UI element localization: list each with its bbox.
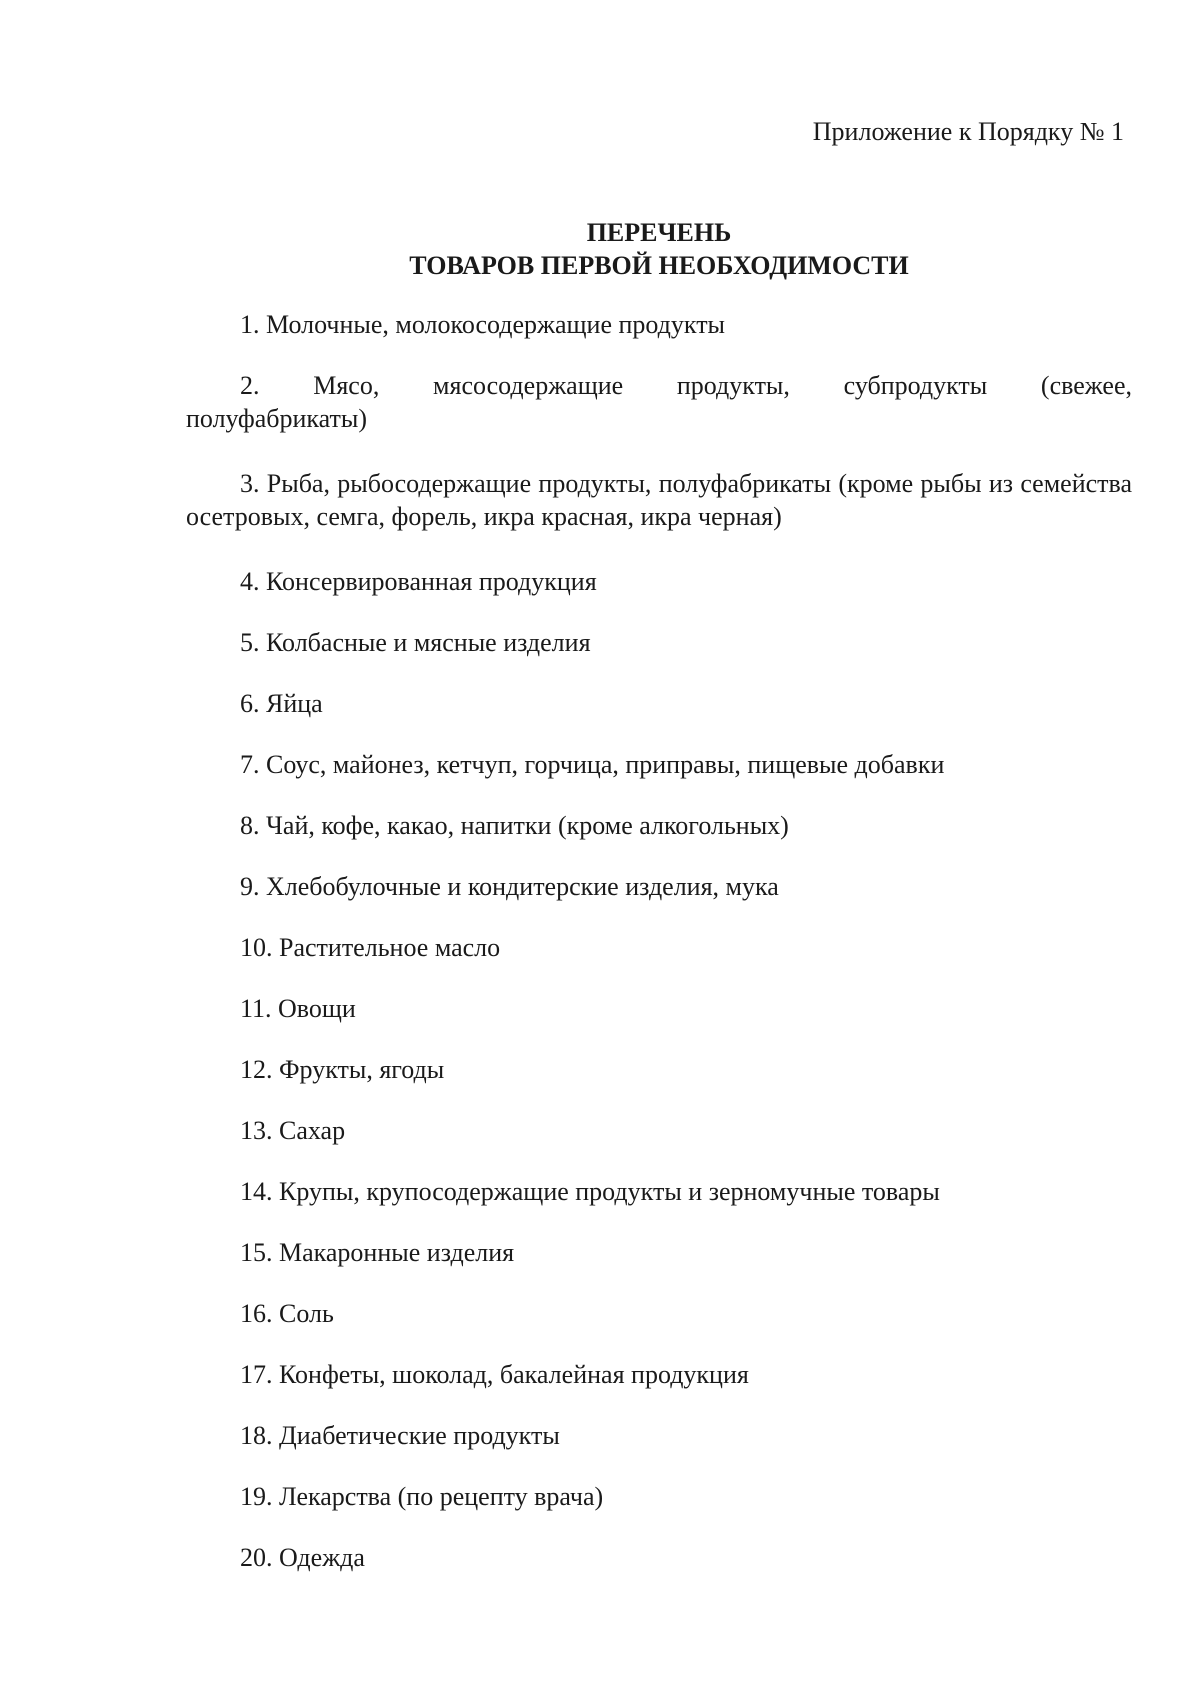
list-item-17: 17. Конфеты, шоколад, бакалейная продукция xyxy=(240,1360,749,1389)
list-item-5: 5. Колбасные и мясные изделия xyxy=(240,628,591,657)
list-item-11: 11. Овощи xyxy=(240,994,356,1023)
list-item-4: 4. Консервированная продукция xyxy=(240,567,597,596)
list-item-6: 6. Яйца xyxy=(240,689,323,718)
list-item-12: 12. Фрукты, ягоды xyxy=(240,1055,445,1084)
list-item-1: 1. Молочные, молокосодержащие продукты xyxy=(240,310,726,339)
list-item-13: 13. Сахар xyxy=(240,1116,346,1145)
list-item-7: 7. Соус, майонез, кетчуп, горчица, приправы, пищевые добавки xyxy=(240,750,945,779)
list-item-16: 16. Соль xyxy=(240,1299,334,1328)
list-item-20: 20. Одежда xyxy=(240,1543,365,1572)
document-title xyxy=(160,216,1158,282)
list-item-2 xyxy=(186,369,1132,435)
list-item-19: 19. Лекарства (по рецепту врача) xyxy=(240,1482,604,1511)
list-item-15: 15. Макаронные изделия xyxy=(240,1238,515,1267)
list-item-2-line-2: полуфабрикаты) xyxy=(186,404,368,433)
title-line-2: ТОВАРОВ ПЕРВОЙ НЕОБХОДИМОСТИ xyxy=(409,251,909,280)
list-item-2-line-1: 2. Мясо, мясосодержащие продукты, субпродукты (свежее, xyxy=(240,371,1132,400)
list-item-8: 8. Чай, кофе, какао, напитки (кроме алкогольных) xyxy=(240,811,789,840)
list-item-14: 14. Крупы, крупосодержащие продукты и зерномучные товары xyxy=(240,1177,940,1206)
list-item-10: 10. Растительное масло xyxy=(240,933,501,962)
list-item-9: 9. Хлебобулочные и кондитерские изделия, мука xyxy=(240,872,779,901)
list-item-3: 3. Рыба, рыбосодержащие продукты, полуфабрикаты (кроме рыбы из семейства осетровых, семга, форель, икра красная, икра черная) xyxy=(186,469,1132,531)
appendix-reference: Приложение к Порядку № 1 xyxy=(812,117,1124,146)
list-item-18: 18. Диабетические продукты xyxy=(240,1421,560,1450)
goods-list xyxy=(186,308,1132,1602)
title-line-1: ПЕРЕЧЕНЬ xyxy=(586,218,732,247)
